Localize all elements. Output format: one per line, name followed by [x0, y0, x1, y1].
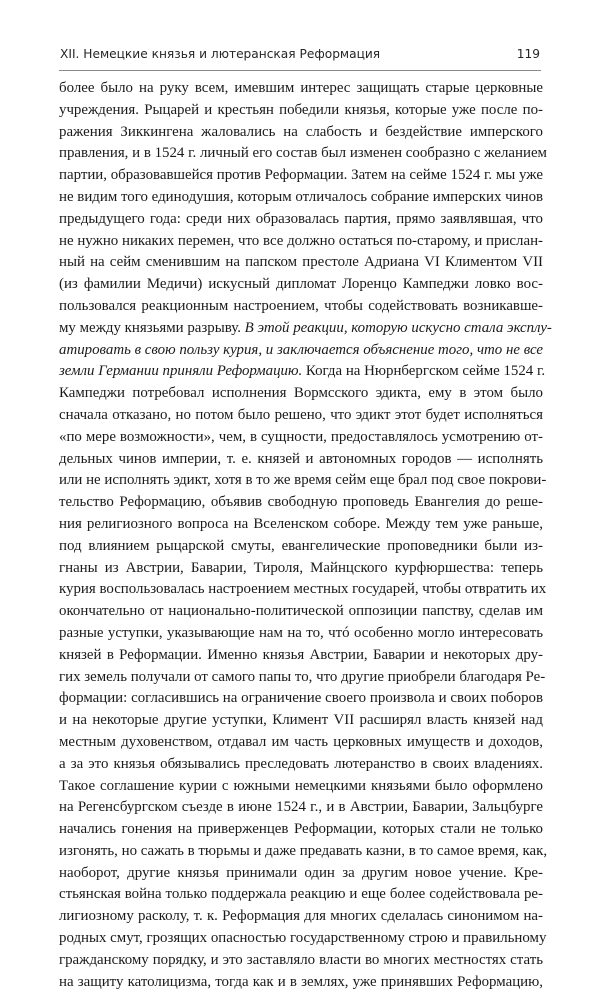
text-line — [59, 340, 543, 362]
text-line — [59, 623, 543, 645]
text-segment: гнаны из Австрии, Баварии, Тироля, Майнцского курфюршества: теперь — [59, 559, 543, 576]
text-segment: не видим того единодушия, которым отличалось собрание имперских чинов — [59, 188, 544, 205]
text-line — [59, 231, 543, 253]
text-segment: или не исполнять эдикт, хотя в то же время сейм еще брал под свое покрови- — [59, 472, 547, 489]
text-segment: предыдущего года: среди них образовалась партия, прямо заявлявшая, что — [59, 210, 543, 227]
text-segment: не нужно никаких перемен, что все должно остаться по-старому, и прислан- — [59, 232, 543, 249]
text-segment: изгонять, но сажать в тюрьмы и даже предавать казни, в то самое время, как, — [59, 842, 548, 859]
text-segment: тельство Реформацию, объявив свободную проповедь Евангелия до реше- — [59, 494, 543, 511]
text-segment: курия воспользовалась настроением местных государей, чтобы отвратить их — [59, 581, 547, 598]
text-line — [59, 819, 543, 841]
text-segment: местным духовенством, отдавал им часть церковных имуществ и доходов, — [59, 733, 543, 750]
text-segment: лигиозному расколу, т. к. Реформация для многих сделалась синонимом на- — [59, 908, 543, 925]
text-line — [59, 492, 543, 514]
text-segment: начались гонения на приверженцев Реформации, которых стали не только — [59, 821, 543, 838]
text-line — [59, 252, 543, 274]
text-line — [59, 209, 543, 231]
text-segment: гих земель получали от самого папы то, что другие приобрели благодаря Ре- — [59, 668, 546, 685]
italic-text: атировать в свою пользу курия, и заключается объяснение того, что не все — [59, 341, 543, 358]
text-segment: на защиту католицизма, тогда как и в землях, уже принявших Реформацию, — [59, 973, 543, 990]
text-segment: стьянская война только поддержала реакцию и еще более содействовала ре- — [59, 886, 543, 903]
text-segment: разные уступки, указывающие нам на то, чтó особенно могло интересовать — [59, 624, 543, 641]
text-segment: родных смут, грозящих опасностью государственному строю и правильному — [59, 930, 547, 947]
text-line — [59, 754, 543, 776]
text-line — [59, 78, 543, 100]
text-segment: наоборот, другие князья принимали один за другим новое учение. Кре- — [59, 864, 543, 881]
text-line — [59, 732, 543, 754]
text-segment: и на некоторые другие уступки, Климент VII расширял власть князей над — [59, 712, 543, 729]
text-line — [59, 383, 543, 405]
text-segment: ражения Зиккингена жаловались на слабость и бездействие имперского — [59, 123, 543, 140]
body-text — [59, 78, 552, 993]
text-segment: князей в Реформации. Именно князья Австрии, Баварии и некоторых дру- — [59, 646, 543, 663]
text-line — [59, 884, 543, 906]
text-line — [59, 470, 547, 492]
text-segment: окончательно от национально-политической оппозиции папству, сделав им — [59, 603, 543, 620]
text-segment: пользовался реакционным настроением, чтобы содействовать возникавше- — [59, 297, 543, 314]
text-line — [59, 100, 543, 122]
text-line — [59, 776, 543, 798]
text-segment: правления, и в 1524 г. личный его состав был изменен сообразно с желанием — [59, 145, 547, 162]
running-head — [60, 47, 540, 67]
text-line — [59, 296, 543, 318]
header-rule — [59, 70, 541, 71]
text-segment: учреждения. Рыцарей и крестьян победили князья, которые уже после по- — [59, 101, 543, 118]
text-line — [59, 667, 546, 689]
text-line — [59, 645, 543, 667]
text-segment: «по мере возможности», чем, в сущности, предоставлялось усмотрению от- — [59, 428, 543, 445]
text-line — [59, 950, 543, 972]
italic-text: земли Германии приняли Реформацию. — [59, 363, 303, 380]
text-line — [59, 928, 547, 950]
text-segment: партии, образовавшейся против Реформации. Затем на сейме 1524 г. мы уже — [59, 167, 543, 184]
text-segment: дельных чинов империи, т. е. князей и автономных городов — исполнять — [59, 450, 543, 467]
text-segment: а за это князья обязывались преследовать лютеранство в своих владениях. — [59, 755, 543, 772]
text-line — [59, 536, 543, 558]
text-line — [59, 906, 543, 928]
text-segment: ния религиозного вопроса на Вселенском соборе. Между тем уже раньше, — [59, 515, 543, 532]
text-line — [59, 274, 543, 296]
text-line — [59, 165, 543, 187]
text-segment: Кампеджи потребовал исполнения Вормсского эдикта, ему в этом было — [59, 385, 543, 402]
text-segment: Такое соглашение курии с южными немецкими князьями было оформлено — [59, 777, 543, 794]
italic-text: В этой реакции, которую искусно стала эксплу- — [244, 319, 552, 336]
text-segment: гражданскому порядку, и это заставляло власти во многих местностях стать — [59, 951, 543, 968]
text-line — [59, 514, 543, 536]
text-segment: более было на руку всем, имевшим интерес защищать старые церковные — [59, 80, 543, 96]
text-line — [59, 405, 543, 427]
text-segment: ный на сейм сменившим на папском престоле Адриана VI Климентом VII — [59, 254, 543, 271]
text-line — [59, 427, 543, 449]
text-line — [59, 710, 543, 732]
text-line — [59, 863, 543, 885]
text-line — [59, 972, 543, 993]
chapter-title: XII. Немецкие князья и лютеранская Реформация — [60, 47, 381, 61]
text-line — [59, 841, 548, 863]
page-number: 119 — [516, 47, 540, 61]
text-segment: сначала отказано, но потом было решено, что эдикт этот будет исполняться — [59, 406, 543, 423]
text-segment: (из фамилии Медичи) искусный дипломат Лоренцо Кампеджи ловко вос- — [59, 276, 543, 293]
text-segment: Когда на Нюрнбергском сейме 1524 г. — [302, 363, 546, 380]
text-line — [59, 187, 543, 209]
text-line — [59, 688, 543, 710]
text-line — [59, 143, 547, 165]
text-line — [59, 797, 543, 819]
text-line — [59, 361, 546, 383]
text-segment: формации: согласившись на ограничение своего произвола и своих поборов — [59, 690, 543, 707]
text-segment: на Регенсбургском съезде в июне 1524 г., и в Австрии, Баварии, Зальцбурге — [59, 799, 543, 816]
text-line — [59, 579, 547, 601]
text-line — [59, 558, 543, 580]
text-line — [59, 601, 543, 623]
text-line — [59, 449, 543, 471]
text-line — [59, 318, 552, 340]
text-segment: му между князьями разрыву. — [59, 319, 245, 336]
text-segment: под влиянием рыцарской смуты, евангелические проповедники были из- — [59, 537, 543, 554]
text-line — [59, 122, 543, 144]
